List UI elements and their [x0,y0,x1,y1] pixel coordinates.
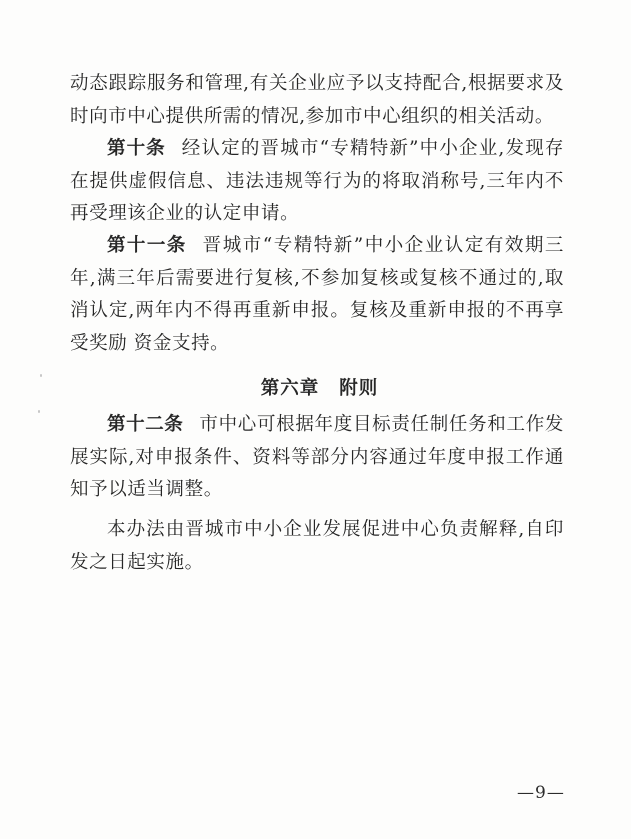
paragraph-text: 本办法由晋城市中小企业发展促进中心负责解释,自印发之日起实施。 [70,519,564,573]
article-text: 市中心可根据年度目标责任制任务和工作发展实际,对申报条件、资料等部分内容通过年度申报工作通知予以适当调整。 [70,414,564,500]
page-number: —9— [517,783,565,803]
chapter-heading [0,374,631,400]
article-12 [70,409,564,507]
article-label: 第十二条 [107,414,184,435]
article-text: 晋城市“专精特新”中小企业认定有效期三年,满三年后需要进行复核,不参加复核或复核不通过的,取消认定,两年内不得再重新申报。复核及重新申报的不再享受奖励 资金支持。 [70,235,564,354]
article-label: 第十一条 [107,235,187,256]
article-11 [70,230,564,360]
chapter-number: 第六章 [260,378,320,399]
scan-speck [38,410,40,413]
closing-paragraph [70,514,564,579]
scan-speck [40,374,42,377]
paragraph-text: 动态跟踪服务和管理,有关企业应予以支持配合,根据要求及时向市中心提供所需的情况,参加市中心组织的相关活动。 [70,73,564,127]
article-label: 第十条 [107,138,166,159]
chapter-title: 附则 [339,378,379,399]
article-10 [70,133,564,231]
paragraph-continuation [70,68,564,133]
article-text: 经认定的晋城市“专精特新”中小企业,发现存在提供虚假信息、违法违规等行为的将取消称号,三年内不再受理该企业的认定申请。 [70,138,564,224]
